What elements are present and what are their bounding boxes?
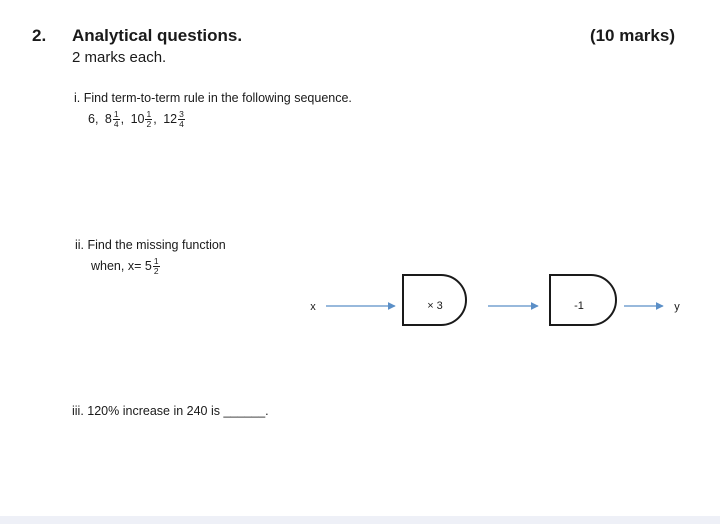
machine-step-2-label: -1 [574,300,584,312]
question-subtitle: 2 marks each. [72,49,167,66]
question-title: Analytical questions. [72,26,243,45]
sequence-term-3: 10 $\frac{1}{2}$ [130,109,152,129]
machine-output-label: y [674,301,680,313]
sequence-term-1: 6 [88,111,95,126]
sequence: 6, 8 $\frac{1}{4}$ , 10 $\frac{1}{2}$ , 12 $\frac{3}{4}$ [88,109,184,129]
part-i-prompt: i. Find term-to-term rule in the following sequence. [74,91,352,105]
footer-bar [0,516,720,524]
question-marks: (10 marks) [589,26,675,45]
question-number: 2. [32,26,47,45]
part-ii-prompt: ii. Find the missing function [75,238,226,252]
machine-input-label: x [310,301,316,313]
part-ii-condition: when, x= 5 $\frac{1}{2}$ [91,256,159,276]
machine-step-1-label: × 3 [427,300,443,312]
sequence-term-4: 12 $\frac{3}{4}$ [163,109,184,129]
sequence-term-2: 8 $\frac{1}{4}$ [104,109,119,129]
part-iii-prompt: iii. 120% increase in 240 is ______. [72,404,269,418]
